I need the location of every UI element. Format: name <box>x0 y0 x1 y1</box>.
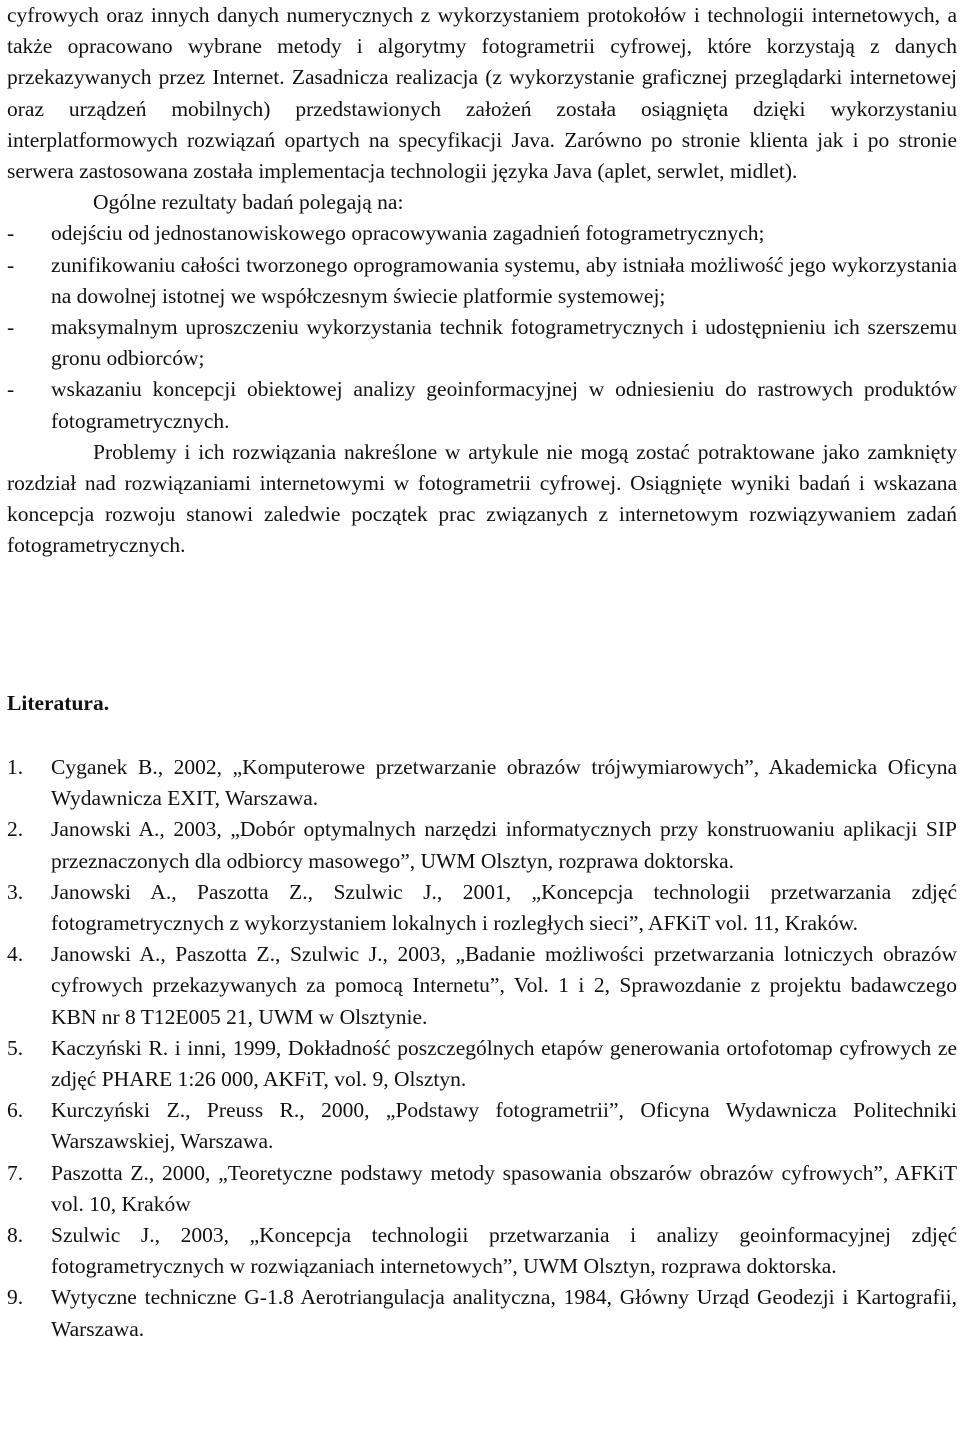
reference-item <box>7 1033 957 1095</box>
reference-text: Janowski A., 2003, „Dobór optymalnych narzędzi informatycznych przy konstruowaniu aplikacji SIP przeznaczonych dla odbiorcy masowego”, UWM Olsztyn, rozprawa doktorska. <box>51 817 957 873</box>
list-item <box>7 250 957 312</box>
results-list <box>7 218 957 436</box>
intro-paragraph: cyfrowych oraz innych danych numerycznych z wykorzystaniem protokołów i technologii internetowych, a także opracowano wybrane metody i algorytmy fotogrametrii cyfrowej, które korzystają z danych przekazywanych przez Internet. Zasadnicza realizacja (z wykorzystanie graficznej przeglądarki internetowej oraz urządzeń mobilnych) przedstawionych założeń została osiągnięta dzięki wykorzystaniu interplatformowych rozwiązań opartych na specyfikacji Java. Zarówno po stronie klienta jak i po stronie serwera zastosowana została implementacja technologii języka Java (aplet, serwlet, midlet). <box>7 3 957 184</box>
reference-number: 8. <box>7 1223 24 1248</box>
list-dash: - <box>7 315 15 340</box>
reference-text: Cyganek B., 2002, „Komputerowe przetwarzanie obrazów trójwymiarowych”, Akademicka Oficyna Wydawnicza EXIT, Warszawa. <box>51 755 957 811</box>
list-item <box>7 218 957 249</box>
reference-item <box>7 814 957 876</box>
list-item-text: odejściu od jednostanowiskowego opracowywania zagadnień fotogrametrycznych; <box>51 221 765 246</box>
list-item <box>7 312 957 374</box>
reference-item <box>7 939 957 1033</box>
reference-text: Kaczyński R. i inni, 1999, Dokładność poszczególnych etapów generowania ortofotomap cyfrowych ze zdjęć PHARE 1:26 000, AKFiT, vol. 9, Olsztyn. <box>51 1035 957 1092</box>
list-dash: - <box>7 377 15 402</box>
reference-text: Szulwic J., 2003, „Koncepcja technologii przetwarzania i analizy geoinformacyjnej zdjęć fotogrametrycznych w rozwiązaniach internetowych”, UWM Olsztyn, rozprawa doktorska. <box>51 1223 957 1279</box>
reference-number: 1. <box>7 755 24 779</box>
list-item-text: maksymalnym uproszczeniu wykorzystania technik fotogrametrycznych i udostępnieniu ich szerszemu gronu odbiorców; <box>51 315 957 371</box>
reference-number: 9. <box>7 1285 24 1310</box>
reference-number: 5. <box>7 1035 24 1060</box>
reference-text: Wytyczne techniczne G-1.8 Aerotriangulacja analityczna, 1984, Główny Urząd Geodezji i Kartografii, Warszawa. <box>51 1285 957 1341</box>
reference-item <box>7 1095 957 1157</box>
reference-list <box>7 752 957 1345</box>
reference-item <box>7 1282 957 1344</box>
reference-item <box>7 1158 957 1220</box>
results-intro: Ogólne rezultaty badań polegają na: <box>93 190 404 215</box>
closing-paragraph: Problemy i ich rozwiązania nakreślone w artykule nie mogą zostać potraktowane jako zamknięty rozdział nad rozwiązaniami internetowymi w fotogrametrii cyfrowej. Osiągnięte wyniki badań i wskazana koncepcja rozwoju stanowi zaledwie początek prac związanych z internetowym rozwiązywaniem zadań fotogrametrycznych. <box>7 439 957 558</box>
reference-number: 7. <box>7 1160 24 1185</box>
document-page <box>7 0 957 1341</box>
list-dash: - <box>7 252 15 277</box>
list-dash: - <box>7 221 15 246</box>
reference-number: 4. <box>7 942 24 967</box>
list-item-text: wskazaniu koncepcji obiektowej analizy geoinformacyjnej w odniesieniu do rastrowych produktów fotogrametrycznych. <box>51 377 957 433</box>
reference-item <box>7 752 957 814</box>
reference-number: 2. <box>7 817 24 842</box>
reference-item <box>7 877 957 939</box>
literature-heading: Literatura. <box>7 691 110 715</box>
reference-item <box>7 1220 957 1282</box>
reference-text: Janowski A., Paszotta Z., Szulwic J., 2003, „Badanie możliwości przetwarzania lotniczych obrazów cyfrowych przekazywanych za pomocą Internetu”, Vol. 1 i 2, Sprawozdanie z projektu badawczego KBN nr 8 T12E005 21, UWM w Olsztynie. <box>51 942 957 1029</box>
reference-number: 3. <box>7 879 24 904</box>
reference-text: Janowski A., Paszotta Z., Szulwic J., 2001, „Koncepcja technologii przetwarzania zdjęć fotogrametrycznych z wykorzystaniem lokalnych i rozległych sieci”, AFKiT vol. 11, Kraków. <box>51 879 957 936</box>
reference-text: Kurczyński Z., Preuss R., 2000, „Podstawy fotogrametrii”, Oficyna Wydawnicza Politechniki Warszawskiej, Warszawa. <box>51 1098 957 1154</box>
reference-text: Paszotta Z., 2000, „Teoretyczne podstawy metody spasowania obszarów obrazów cyfrowych”, AFKiT vol. 10, Kraków <box>51 1160 957 1216</box>
list-item-text: zunifikowaniu całości tworzonego oprogramowania systemu, aby istniała możliwość jego wykorzystania na dowolnej istotnej we współczesnym świecie platformie systemowej; <box>51 252 957 308</box>
reference-number: 6. <box>7 1098 24 1123</box>
list-item <box>7 374 957 436</box>
